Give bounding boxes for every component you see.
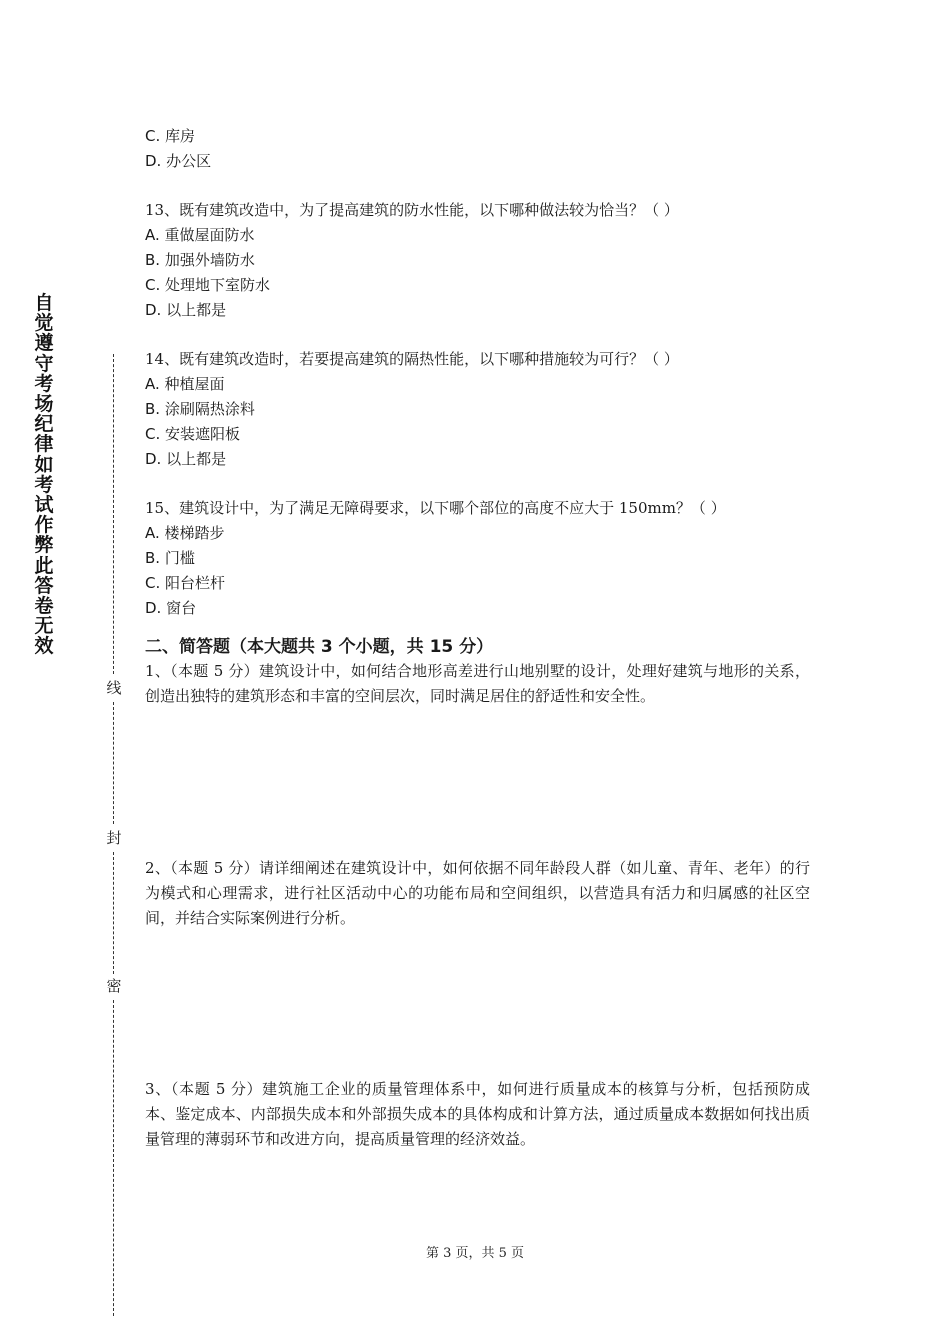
spacer	[145, 174, 810, 198]
q15-option-a: A. 楼梯踏步	[145, 524, 225, 542]
q14-stem: 14、既有建筑改造时，若要提高建筑的隔热性能，以下哪种措施较为可行？（ ）	[145, 350, 679, 368]
cut-label-seal: 封	[104, 830, 124, 846]
q15-stem: 15、建筑设计中，为了满足无障碍要求，以下哪个部位的高度不应大于 150mm？（ ）	[145, 499, 726, 517]
notice-char: 自	[34, 292, 54, 314]
short-answer-q3: 3、（本题 5 分）建筑施工企业的质量管理体系中，如何进行质量成本的核算与分析，包括预防成本、鉴定成本、内部损失成本和外部损失成本的具体构成和计算方法，通过质量成本数据如何找出质量管理的薄弱环节和改进方向，提高质量管理的经济效益。	[145, 1080, 810, 1148]
notice-char: 考	[34, 372, 54, 395]
notice-char: 守	[34, 352, 54, 375]
q15-option-b: B. 门槛	[145, 549, 195, 567]
notice-char: 考	[34, 473, 54, 496]
q13-stem: 13、既有建筑改造中，为了提高建筑的防水性能，以下哪种做法较为恰当？（ ）	[145, 201, 679, 219]
q13-option-c: C. 处理地下室防水	[145, 276, 271, 294]
spacer	[145, 323, 810, 347]
notice-char: 场	[34, 393, 54, 416]
notice-char: 卷	[34, 595, 54, 618]
notice-char: 如	[34, 453, 54, 476]
short-answer-q1: 1、（本题 5 分）建筑设计中，如何结合地形高差进行山地别墅的设计，处理好建筑与地形的关系，创造出独特的建筑形态和丰富的空间层次，同时满足居住的舒适性和安全性。	[145, 662, 810, 705]
q14-option-a: A. 种植屋面	[145, 375, 225, 393]
binding-dashed-line	[113, 354, 114, 674]
q12-option-c: C. 库房	[145, 127, 196, 145]
binding-dashed-line	[113, 852, 114, 974]
q14-option-d: D. 以上都是	[145, 450, 227, 468]
short-answer-q2: 2、（本题 5 分）请详细阐述在建筑设计中，如何依据不同年龄段人群（如儿童、青年、老年）的行为模式和心理需求，进行社区活动中心的功能布局和空间组织，以营造具有活力和归属感的社区空间，并结合实际案例进行分析。	[145, 859, 810, 927]
binding-dashed-line	[113, 1000, 114, 1316]
notice-char: 无	[34, 615, 54, 638]
spacer	[145, 472, 810, 496]
q15-option-d: D. 窗台	[145, 599, 197, 617]
notice-char: 作	[34, 514, 54, 537]
q14-option-b: B. 涂刷隔热涂料	[145, 400, 255, 418]
q13-option-a: A. 重做屋面防水	[145, 226, 255, 244]
notice-char: 答	[34, 574, 54, 597]
q13-option-d: D. 以上都是	[145, 301, 227, 319]
notice-char: 纪	[34, 413, 54, 436]
page-number-footer: 第 3 页，共 5 页	[425, 1246, 525, 1261]
q13-option-b: B. 加强外墙防水	[145, 251, 255, 269]
cut-label-line: 线	[104, 680, 124, 696]
binding-dashed-line	[113, 702, 114, 824]
q15-option-c: C. 阳台栏杆	[145, 574, 226, 592]
notice-char: 律	[34, 433, 54, 456]
notice-char: 觉	[34, 312, 54, 335]
notice-char: 试	[34, 494, 54, 517]
q12-option-d: D. 办公区	[145, 152, 212, 170]
notice-char: 效	[34, 635, 54, 658]
exam-discipline-notice	[30, 293, 58, 657]
question-content	[145, 124, 810, 1152]
cut-label-secret: 密	[104, 978, 124, 994]
section-title-short-answer: 二、简答题（本大题共 3 个小题，共 15 分）	[145, 637, 494, 657]
q14-option-c: C. 安装遮阳板	[145, 425, 241, 443]
notice-char: 弊	[34, 534, 54, 557]
notice-char: 遵	[34, 332, 54, 355]
answer-area[interactable]	[145, 931, 810, 1077]
notice-char: 此	[34, 554, 54, 577]
answer-area[interactable]	[145, 709, 810, 856]
